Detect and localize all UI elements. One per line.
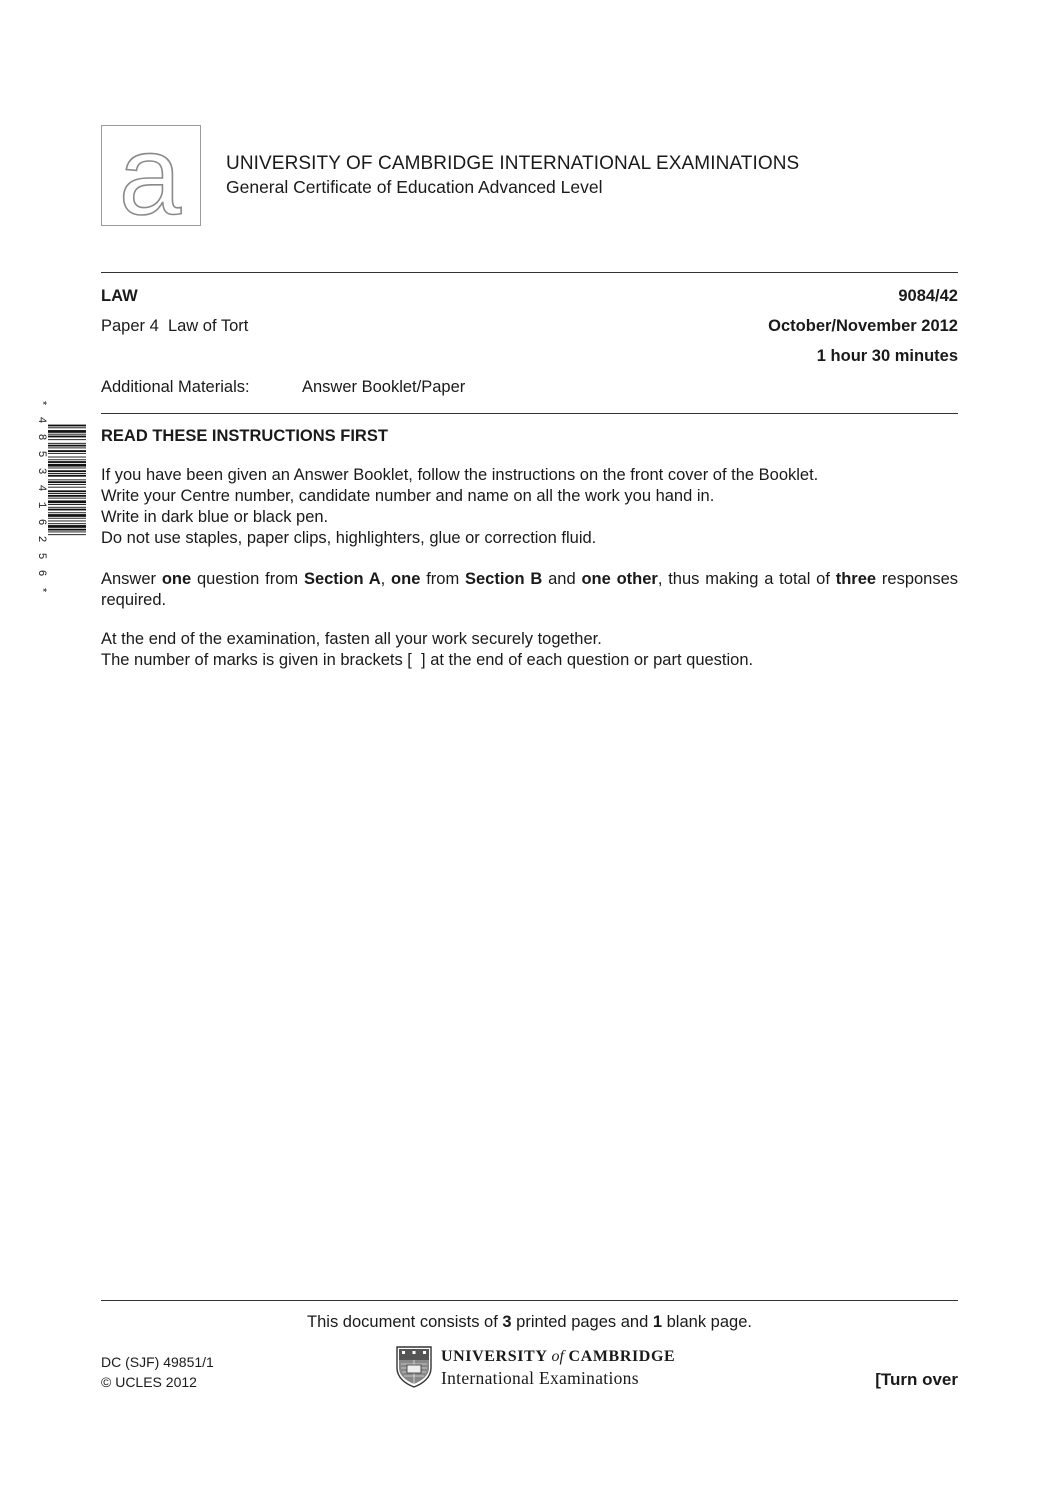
barcode-digit: 5	[35, 450, 47, 458]
barcode-digit: 4	[35, 484, 47, 492]
barcode-bar	[48, 500, 86, 503]
rubric-emphasis: one other	[581, 570, 658, 588]
barcode-bar	[48, 529, 86, 531]
barcode-bar	[48, 479, 86, 480]
barcode-bar	[48, 507, 86, 508]
barcode-bar	[48, 436, 86, 438]
instruction-line: At the end of the examination, fasten all your work securely together.	[101, 630, 602, 648]
barcode-bar	[48, 464, 86, 467]
page-count-text: This document consists of	[307, 1313, 503, 1331]
materials-value: Answer Booklet/Paper	[302, 378, 466, 396]
rubric-text: question from	[191, 570, 304, 588]
barcode-bar	[48, 504, 86, 505]
barcode-bar	[48, 518, 86, 519]
qualification-title: General Certificate of Education Advanced Level	[226, 177, 603, 197]
barcode-bar	[48, 468, 86, 469]
rubric-text: ,	[380, 570, 392, 588]
barcode-digit: 1	[35, 501, 47, 509]
barcode-bar	[48, 439, 86, 440]
barcode-bar	[48, 521, 86, 522]
barcode-bar	[48, 445, 86, 447]
instruction-line: Write your Centre number, candidate number and name on all the work you hand in.	[101, 487, 715, 505]
rubric-emphasis: three	[835, 570, 877, 588]
instructions-list	[101, 465, 958, 549]
copyright-notice: © UCLES 2012	[101, 1374, 197, 1390]
wordmark-of: of	[551, 1348, 564, 1365]
barcode-bar	[48, 525, 86, 528]
barcode-digit: 5	[35, 552, 47, 560]
barcode-bar	[48, 443, 86, 444]
instructions-heading: READ THESE INSTRUCTIONS FIRST	[101, 427, 388, 445]
printed-page-count: 3	[502, 1313, 512, 1331]
instruction-line: Write in dark blue or black pen.	[101, 508, 329, 526]
barcode-bar	[48, 457, 86, 458]
barcode-digit: 2	[35, 535, 47, 543]
instruction-line: Do not use staples, paper clips, highlighters, glue or correction fluid.	[101, 529, 597, 547]
barcode-bar	[48, 509, 86, 511]
cambridge-crest-icon	[396, 1346, 432, 1388]
rubric-emphasis: one	[161, 570, 192, 588]
barcode-bar	[48, 459, 86, 460]
wordmark-text: CAMBRIDGE	[563, 1348, 676, 1365]
barcode-bar	[48, 498, 86, 499]
barcode-bar	[48, 531, 86, 532]
rubric-text: from	[420, 570, 465, 588]
barcode-bar	[48, 447, 86, 448]
barcode-digit: 3	[35, 467, 47, 475]
barcode-bar	[48, 493, 86, 494]
exam-duration: 1 hour 30 minutes	[816, 347, 958, 365]
page-count-text: printed pages and	[511, 1313, 653, 1331]
barcode-icon	[48, 397, 86, 602]
barcode-digits	[34, 397, 48, 602]
subject-name: LAW	[101, 287, 138, 305]
barcode-bar	[48, 470, 86, 472]
letter-a-logo-icon	[102, 126, 199, 224]
barcode-bar	[48, 475, 86, 477]
barcode-bar	[48, 495, 86, 497]
barcode-bar	[48, 461, 86, 463]
page-count-note	[101, 1313, 958, 1332]
barcode-bar	[48, 425, 86, 427]
instruction-line: If you have been given an Answer Booklet, follow the instructions on the front cover of the Booklet.	[101, 466, 819, 484]
organisation-name: UNIVERSITY OF CAMBRIDGE INTERNATIONAL EXAMINATIONS	[226, 153, 800, 174]
rubric-emphasis: one	[391, 570, 421, 588]
barcode-bar	[48, 430, 86, 433]
barcode-digit: 4	[35, 416, 47, 424]
barcode-bar	[48, 534, 86, 535]
barcode-digit: 8	[35, 433, 47, 441]
end-instructions	[101, 629, 958, 671]
barcode-bar	[48, 427, 86, 428]
wordmark-text: UNIVERSITY	[441, 1348, 552, 1365]
barcode-digit: *	[35, 586, 47, 594]
paper-title: Paper 4 Law of Tort	[101, 317, 249, 335]
barcode-digit: 6	[35, 518, 47, 526]
footer-divider	[101, 1300, 958, 1301]
document-reference: DC (SJF) 49851/1	[101, 1354, 214, 1370]
barcode-bar	[48, 523, 86, 524]
instructions-divider	[101, 413, 958, 414]
rubric-text: responses required.	[101, 570, 959, 609]
instruction-line: The number of marks is given in brackets [ ] at the end of each question or part question.	[101, 651, 754, 669]
barcode-bar	[48, 490, 86, 492]
barcode-bar	[48, 512, 86, 513]
barcode-digit: 6	[35, 569, 47, 577]
materials-label: Additional Materials:	[101, 378, 250, 396]
barcode-bar	[48, 514, 86, 517]
barcode-bar	[48, 453, 86, 454]
page-count-text: blank page.	[662, 1313, 752, 1331]
barcode-bar	[48, 481, 86, 483]
cambridge-wordmark-line1	[441, 1348, 675, 1366]
barcode-bar	[48, 484, 86, 485]
blank-page-count: 1	[652, 1313, 663, 1331]
rubric-emphasis: Section B	[465, 570, 543, 588]
barcode-bar	[48, 473, 86, 474]
rubric-text: and	[542, 570, 582, 588]
barcode-bar	[48, 450, 86, 452]
barcode-bar	[48, 487, 86, 488]
answer-rubric	[101, 569, 958, 611]
rubric-text: , thus making a total of	[657, 570, 836, 588]
cie-a-logo	[101, 125, 201, 226]
rubric-emphasis: Section A	[303, 570, 381, 588]
rubric-text: Answer	[101, 570, 162, 588]
paper-code: 9084/42	[898, 287, 958, 305]
top-divider	[101, 272, 958, 273]
exam-session: October/November 2012	[768, 317, 958, 335]
cambridge-wordmark-line2: International Examinations	[441, 1368, 639, 1388]
barcode-digit: *	[35, 399, 47, 407]
turn-over-label: [Turn over	[875, 1370, 958, 1389]
barcode-bar	[48, 434, 86, 435]
svg-text:a: a	[118, 126, 182, 224]
